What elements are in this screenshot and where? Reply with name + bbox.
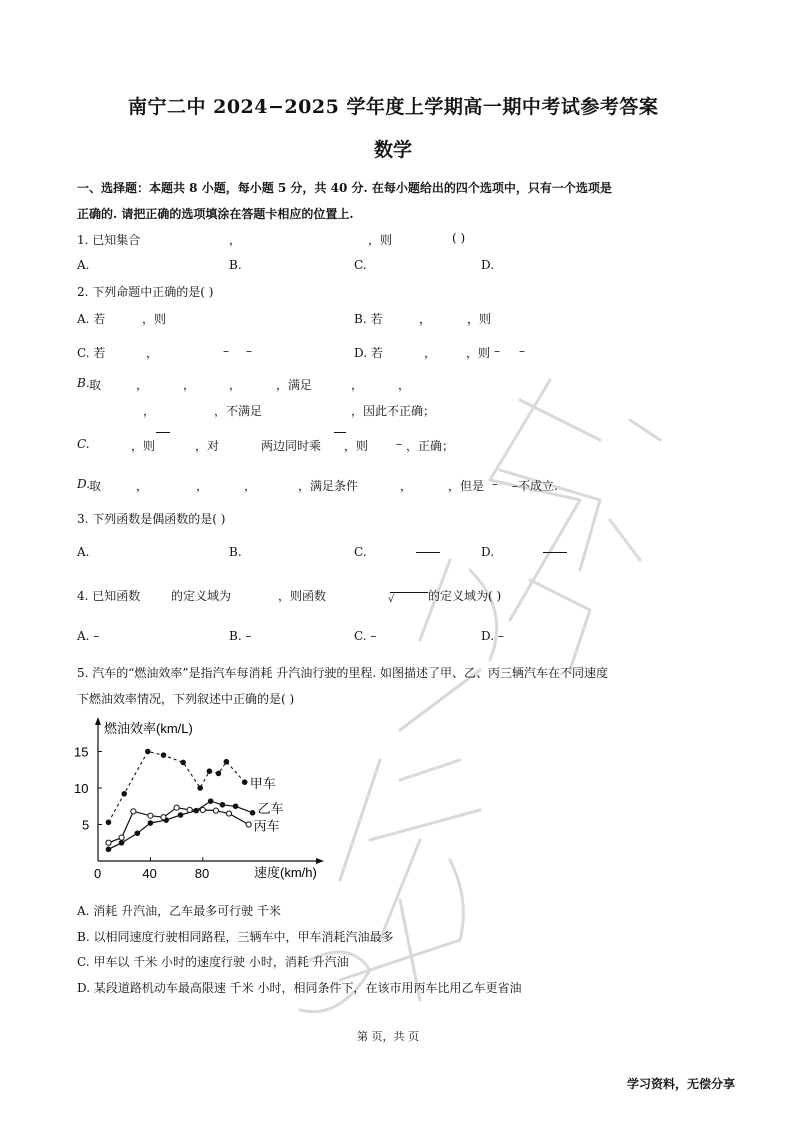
fuel-efficiency-chart — [70, 712, 340, 890]
q2-option-a-label: A. 若 — [77, 312, 106, 326]
q1-then: ，则 — [368, 233, 393, 247]
q2-option-a-then: ，则 — [142, 312, 167, 326]
q2-explain-c-f: ，正确； — [406, 439, 455, 453]
q4-stem-d: 的定义域为( ) — [428, 589, 502, 603]
q2-explain-d-h: – — [492, 477, 498, 491]
fraction-bar — [390, 592, 428, 593]
q1-option-c: C. — [354, 258, 367, 272]
chart-point — [174, 805, 179, 810]
q2-explain-d-letter: D. — [77, 477, 91, 491]
q2-explain-b-1b: ， — [136, 378, 149, 392]
q2-explain-d-e: ，满足条件 — [298, 479, 359, 493]
chart-point — [106, 820, 111, 825]
chart-point — [122, 792, 127, 797]
q2-option-d-then: ，则 — [466, 346, 491, 360]
chart-xlabel: 速度(km/h) — [254, 865, 317, 880]
q2-explain-b-1e: ，满足 — [276, 378, 313, 392]
chart-x-tick-label: 40 — [142, 866, 157, 881]
chart-y-tick-label: 15 — [74, 744, 89, 760]
sqrt-sign: √ — [388, 594, 395, 605]
q1-paren: ( ) — [452, 231, 466, 245]
q2-explain-b-1d: ， — [229, 378, 242, 392]
q2-option-b-then: ，则 — [467, 312, 492, 326]
chart-point — [148, 821, 153, 826]
q3-option-d: D. — [481, 545, 495, 559]
chart-point — [181, 760, 186, 765]
chart-point — [220, 802, 225, 807]
q2-explain-c-letter: C. — [77, 437, 90, 451]
chart-point — [106, 840, 111, 845]
chart-series-label: 乙车 — [257, 800, 284, 816]
q5-option-b: B. 以相同速度行驶相同路程，三辆车中，甲车消耗汽油最多 — [77, 930, 394, 944]
q2-stem: 2. 下列命题中正确的是( ) — [77, 285, 214, 299]
q2-option-c-dash2: – — [246, 344, 252, 358]
q2-option-c-comma: ， — [146, 346, 159, 360]
q4-option-c: C. – — [354, 629, 377, 643]
q2-explain-c-c: 两边同时乘 — [261, 439, 322, 453]
q2-option-d-dash1: – — [494, 344, 500, 358]
subject-title: 数学 — [374, 139, 413, 161]
chart-point — [246, 822, 251, 827]
chart-point — [226, 811, 231, 816]
q5-stem-line2: 下燃油效率情况，下列叙述中正确的是( ) — [77, 692, 295, 706]
chart-point — [187, 807, 192, 812]
chart-point — [224, 759, 229, 764]
q2-option-d-label: D. 若 — [354, 346, 383, 360]
q4-stem-a: 4. 已知函数 — [77, 589, 141, 603]
q4-option-b: B. – — [229, 629, 252, 643]
section-heading-line1: 一、选择题：本题共 8 小题，每小题 5 分，共 40 分. 在每小题给出的四个选项中，只有一个选项是 — [77, 181, 612, 195]
chart-point — [208, 799, 213, 804]
q2-explain-d-a: 取 — [89, 479, 102, 493]
chart-point — [106, 847, 111, 852]
q2-explain-b-1f: ， — [351, 378, 364, 392]
q2-explain-d-f: ， — [400, 479, 413, 493]
chart-series-label: 丙车 — [253, 818, 280, 834]
chart-point — [178, 813, 183, 818]
q4-option-d: D. – — [481, 629, 504, 643]
chart-point — [242, 780, 247, 785]
q1-option-b: B. — [229, 258, 242, 272]
q1-option-d: D. — [481, 258, 495, 272]
chart-y-tick-label: 5 — [82, 817, 90, 833]
q5-stem-line1: 5. 汽车的“燃油效率”是指汽车每消耗 升汽油行驶的里程. 如图描述了甲、乙、丙三辆汽车在不同速度 — [77, 666, 608, 680]
q4-stem-b: 的定义域为 — [171, 589, 232, 603]
q2-option-b-comma: ， — [419, 312, 432, 326]
chart-point — [131, 809, 136, 814]
chart-y-arrow — [95, 717, 101, 725]
q5-option-a: A. 消耗 升汽油，乙车最多可行驶 千米 — [77, 904, 281, 918]
q2-explain-c-a: ，则 — [131, 439, 156, 453]
fraction-bar — [416, 552, 440, 553]
q3-option-b: B. — [229, 545, 242, 559]
q4-stem-c: ，则函数 — [278, 589, 327, 603]
chart-point — [200, 807, 205, 812]
chart-point — [119, 835, 124, 840]
chart-point — [207, 769, 212, 774]
chart-point — [250, 811, 255, 816]
q2-option-d-dash2: – — [519, 344, 525, 358]
chart-ylabel: 燃油效率(km/L) — [104, 721, 193, 736]
q4-option-a: A. – — [77, 629, 100, 643]
q2-explain-b-1g: ， — [398, 378, 411, 392]
q1-stem: 1. 已知集合 — [77, 233, 141, 247]
chart-x-tick-label: 0 — [94, 866, 102, 881]
q2-explain-c-e: – — [396, 437, 402, 451]
q3-option-c: C. — [354, 545, 367, 559]
share-note: 学习资料，无偿分享 — [627, 1077, 736, 1091]
q2-explain-d-c: ， — [196, 479, 209, 493]
q2-explain-b-1c: ， — [183, 378, 196, 392]
q2-explain-d-b: ， — [136, 479, 149, 493]
chart-point — [119, 840, 124, 845]
q2-option-b-label: B. 若 — [354, 312, 383, 326]
q2-explain-b-1a: 取 — [89, 378, 102, 392]
q2-explain-d-d: ， — [244, 479, 257, 493]
chart-point — [161, 815, 166, 820]
q1-comma: ， — [229, 233, 242, 247]
q2-explain-b-letter: B. — [77, 376, 90, 390]
chart-point — [194, 808, 199, 813]
q2-explain-d-i: –不成立. — [512, 479, 558, 493]
q2-explain-d-g: ，但是 — [448, 479, 485, 493]
q1-option-a: A. — [77, 258, 90, 272]
fraction-bar — [334, 432, 346, 433]
chart-point — [135, 831, 140, 836]
page-title: 南宁二中 2024−2025 学年度上学期高一期中考试参考答案 — [128, 96, 659, 118]
q2-explain-b-2b: ，不满足 — [214, 404, 263, 418]
chart-point — [148, 813, 153, 818]
q2-explain-b-2c: ，因此不正确； — [351, 404, 436, 418]
q2-option-c-label: C. 若 — [77, 346, 106, 360]
chart-series-label: 甲车 — [249, 776, 276, 792]
q3-stem: 3. 下列函数是偶函数的是( ) — [77, 512, 226, 526]
chart-x-tick-label: 80 — [194, 866, 210, 881]
q3-option-a: A. — [77, 545, 90, 559]
section-heading-line2: 正确的. 请把正确的选项填涂在答题卡相应的位置上. — [77, 207, 354, 221]
q5-option-c: C. 甲车以 千米 小时的速度行驶 小时，消耗 升汽油 — [77, 955, 349, 969]
chart-point — [216, 771, 221, 776]
chart-y-tick-label: 10 — [74, 781, 89, 796]
q2-explain-c-d: ，则 — [344, 439, 369, 453]
q2-explain-c-b: ，对 — [195, 439, 220, 453]
chart-point — [161, 753, 166, 758]
q2-option-c-dash1: – — [223, 344, 229, 358]
chart-point — [233, 804, 238, 809]
chart-point — [198, 786, 203, 791]
fraction-bar — [156, 432, 170, 433]
q5-option-d: D. 某段道路机动车最高限速 千米 小时，相同条件下，在该市用丙车比用乙车更省油 — [77, 981, 522, 995]
q2-option-d-comma: ， — [424, 346, 437, 360]
fraction-bar — [543, 552, 567, 553]
q2-explain-b-2a: ， — [143, 404, 156, 418]
chart-x-arrow — [316, 858, 324, 864]
chart-point — [213, 808, 218, 813]
chart-point — [145, 749, 150, 754]
page-number: 第 页，共 页 — [357, 1030, 419, 1043]
